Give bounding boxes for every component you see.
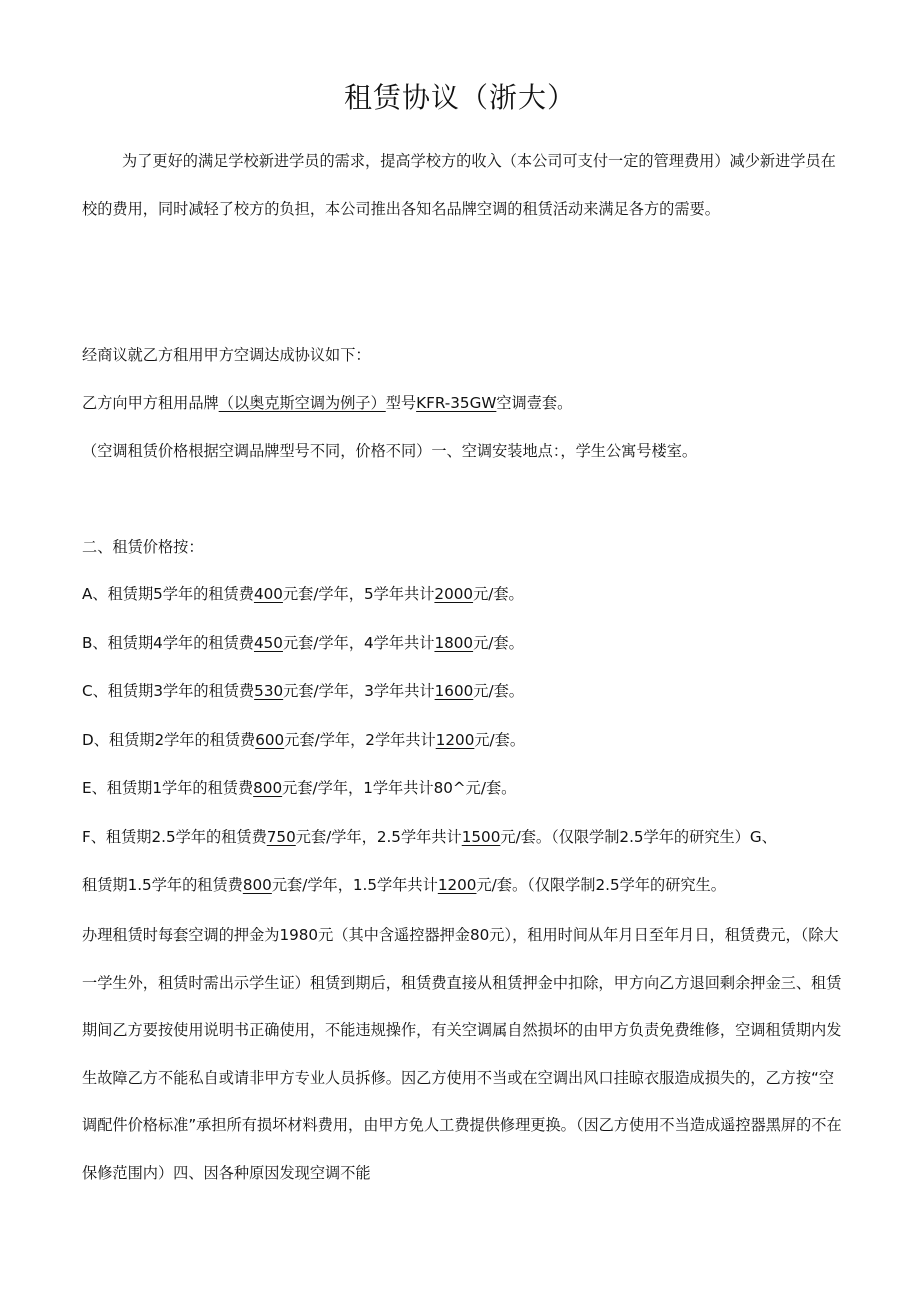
note-line: （空调租赁价格根据空调品牌型号不同，价格不同）一、空调安装地点：，学生公寓号楼室。 bbox=[82, 442, 698, 460]
price-label: E、租赁期1学年的租赁费 bbox=[82, 779, 254, 797]
consultation-line: 经商议就乙方租用甲方空调达成协议如下： bbox=[82, 346, 371, 364]
price-total: 1200 bbox=[435, 731, 475, 749]
price-mid: 元套/学年，2.5学年共计 bbox=[295, 828, 462, 846]
brand-suffix: 空调壹套。 bbox=[496, 394, 573, 412]
price-tail: 元/套。 bbox=[473, 634, 524, 652]
price-total: 1800 bbox=[434, 634, 474, 652]
price-tail: 元/套。 bbox=[473, 585, 524, 603]
intro-paragraph: 为了更好的满足学校新进学员的需求，提高学校方的收入（本公司可支付一定的管理费用）减少新进学员在校的费用，同时减轻了校方的负担，本公司推出各知名品牌空调的租赁活动来满足各方的需要。 bbox=[82, 152, 836, 218]
price-label: F、租赁期2.5学年的租赁费 bbox=[82, 828, 267, 846]
price-annual: 800 bbox=[242, 876, 272, 894]
price-line-f bbox=[82, 826, 777, 848]
price-line-e bbox=[82, 777, 516, 799]
price-annual: 800 bbox=[253, 779, 283, 797]
price-mid: 元套/学年，2学年共计 bbox=[284, 731, 436, 749]
section-two-heading: 二、租赁价格按： bbox=[82, 538, 204, 556]
price-mid: 元套/学年，3学年共计 bbox=[283, 682, 435, 700]
price-label: 租赁期1.5学年的租赁费 bbox=[82, 876, 243, 894]
price-annual: 750 bbox=[266, 828, 296, 846]
price-mid: 元套/学年，4学年共计 bbox=[282, 634, 435, 652]
price-label: A、租赁期5学年的租赁费 bbox=[82, 585, 254, 603]
brand-line bbox=[82, 392, 572, 414]
price-tail: 元/套。（仅限学制2.5学年的研究生）G、 bbox=[500, 828, 777, 846]
price-total: 1500 bbox=[461, 828, 501, 846]
price-line-a bbox=[82, 583, 524, 605]
price-total: 1200 bbox=[437, 876, 477, 894]
price-line-c bbox=[82, 680, 524, 702]
price-annual: 600 bbox=[255, 731, 285, 749]
price-line-d bbox=[82, 729, 525, 751]
price-line-b bbox=[82, 632, 524, 654]
price-tail: 元/套。 bbox=[473, 682, 524, 700]
price-tail: 元/套。 bbox=[474, 731, 526, 749]
price-rest: 元套/学年，1学年共计80^元/套。 bbox=[282, 779, 517, 797]
price-mid: 元套/学年，5学年共计 bbox=[282, 585, 435, 603]
price-annual: 400 bbox=[253, 585, 283, 603]
price-total: 2000 bbox=[434, 585, 474, 603]
price-annual: 450 bbox=[253, 634, 283, 652]
price-annual: 530 bbox=[254, 682, 284, 700]
terms-paragraph: 办理租赁时每套空调的押金为1980元（其中含遥控器押金80元），租用时间从年月日至年月日，租赁费元，（除大一学生外，租赁时需出示学生证）租赁到期后，租赁费直接从租赁押金中扣除，甲方向乙方退回剩余押金三、租赁期间乙方要按使用说明书正确使用，不能违规操作，有关空调属自然损坏的由甲方负责免费维修，空调租赁期内发生故障乙方不能私自或请非甲方专业人员拆修。因乙方使用不当或在空调出风口挂晾衣服造成损失的，乙方按“空调配件价格标准”承担所有损坏材料费用，由甲方免人工费提供修理更换。（因乙方使用不当造成遥控器黑屏的不在保修范围内）四、因各种原因发现空调不能 bbox=[82, 926, 842, 1182]
brand-prefix: 乙方向甲方租用品牌 bbox=[82, 394, 219, 412]
price-total: 1600 bbox=[434, 682, 474, 700]
brand-name: （以奥克斯空调为例子） bbox=[218, 394, 386, 412]
document-title: 租赁协议（浙大） bbox=[343, 81, 576, 114]
price-mid: 元套/学年，1.5学年共计 bbox=[271, 876, 438, 894]
price-line-g bbox=[82, 874, 726, 896]
price-label: D、租赁期2学年的租赁费 bbox=[82, 731, 256, 749]
model-number: KFR-35GW bbox=[416, 394, 497, 412]
price-tail: 元/套。（仅限学制2.5学年的研究生。 bbox=[476, 876, 726, 894]
brand-mid: 型号 bbox=[385, 394, 417, 412]
price-label: B、租赁期4学年的租赁费 bbox=[82, 634, 254, 652]
price-label: C、租赁期3学年的租赁费 bbox=[82, 682, 255, 700]
